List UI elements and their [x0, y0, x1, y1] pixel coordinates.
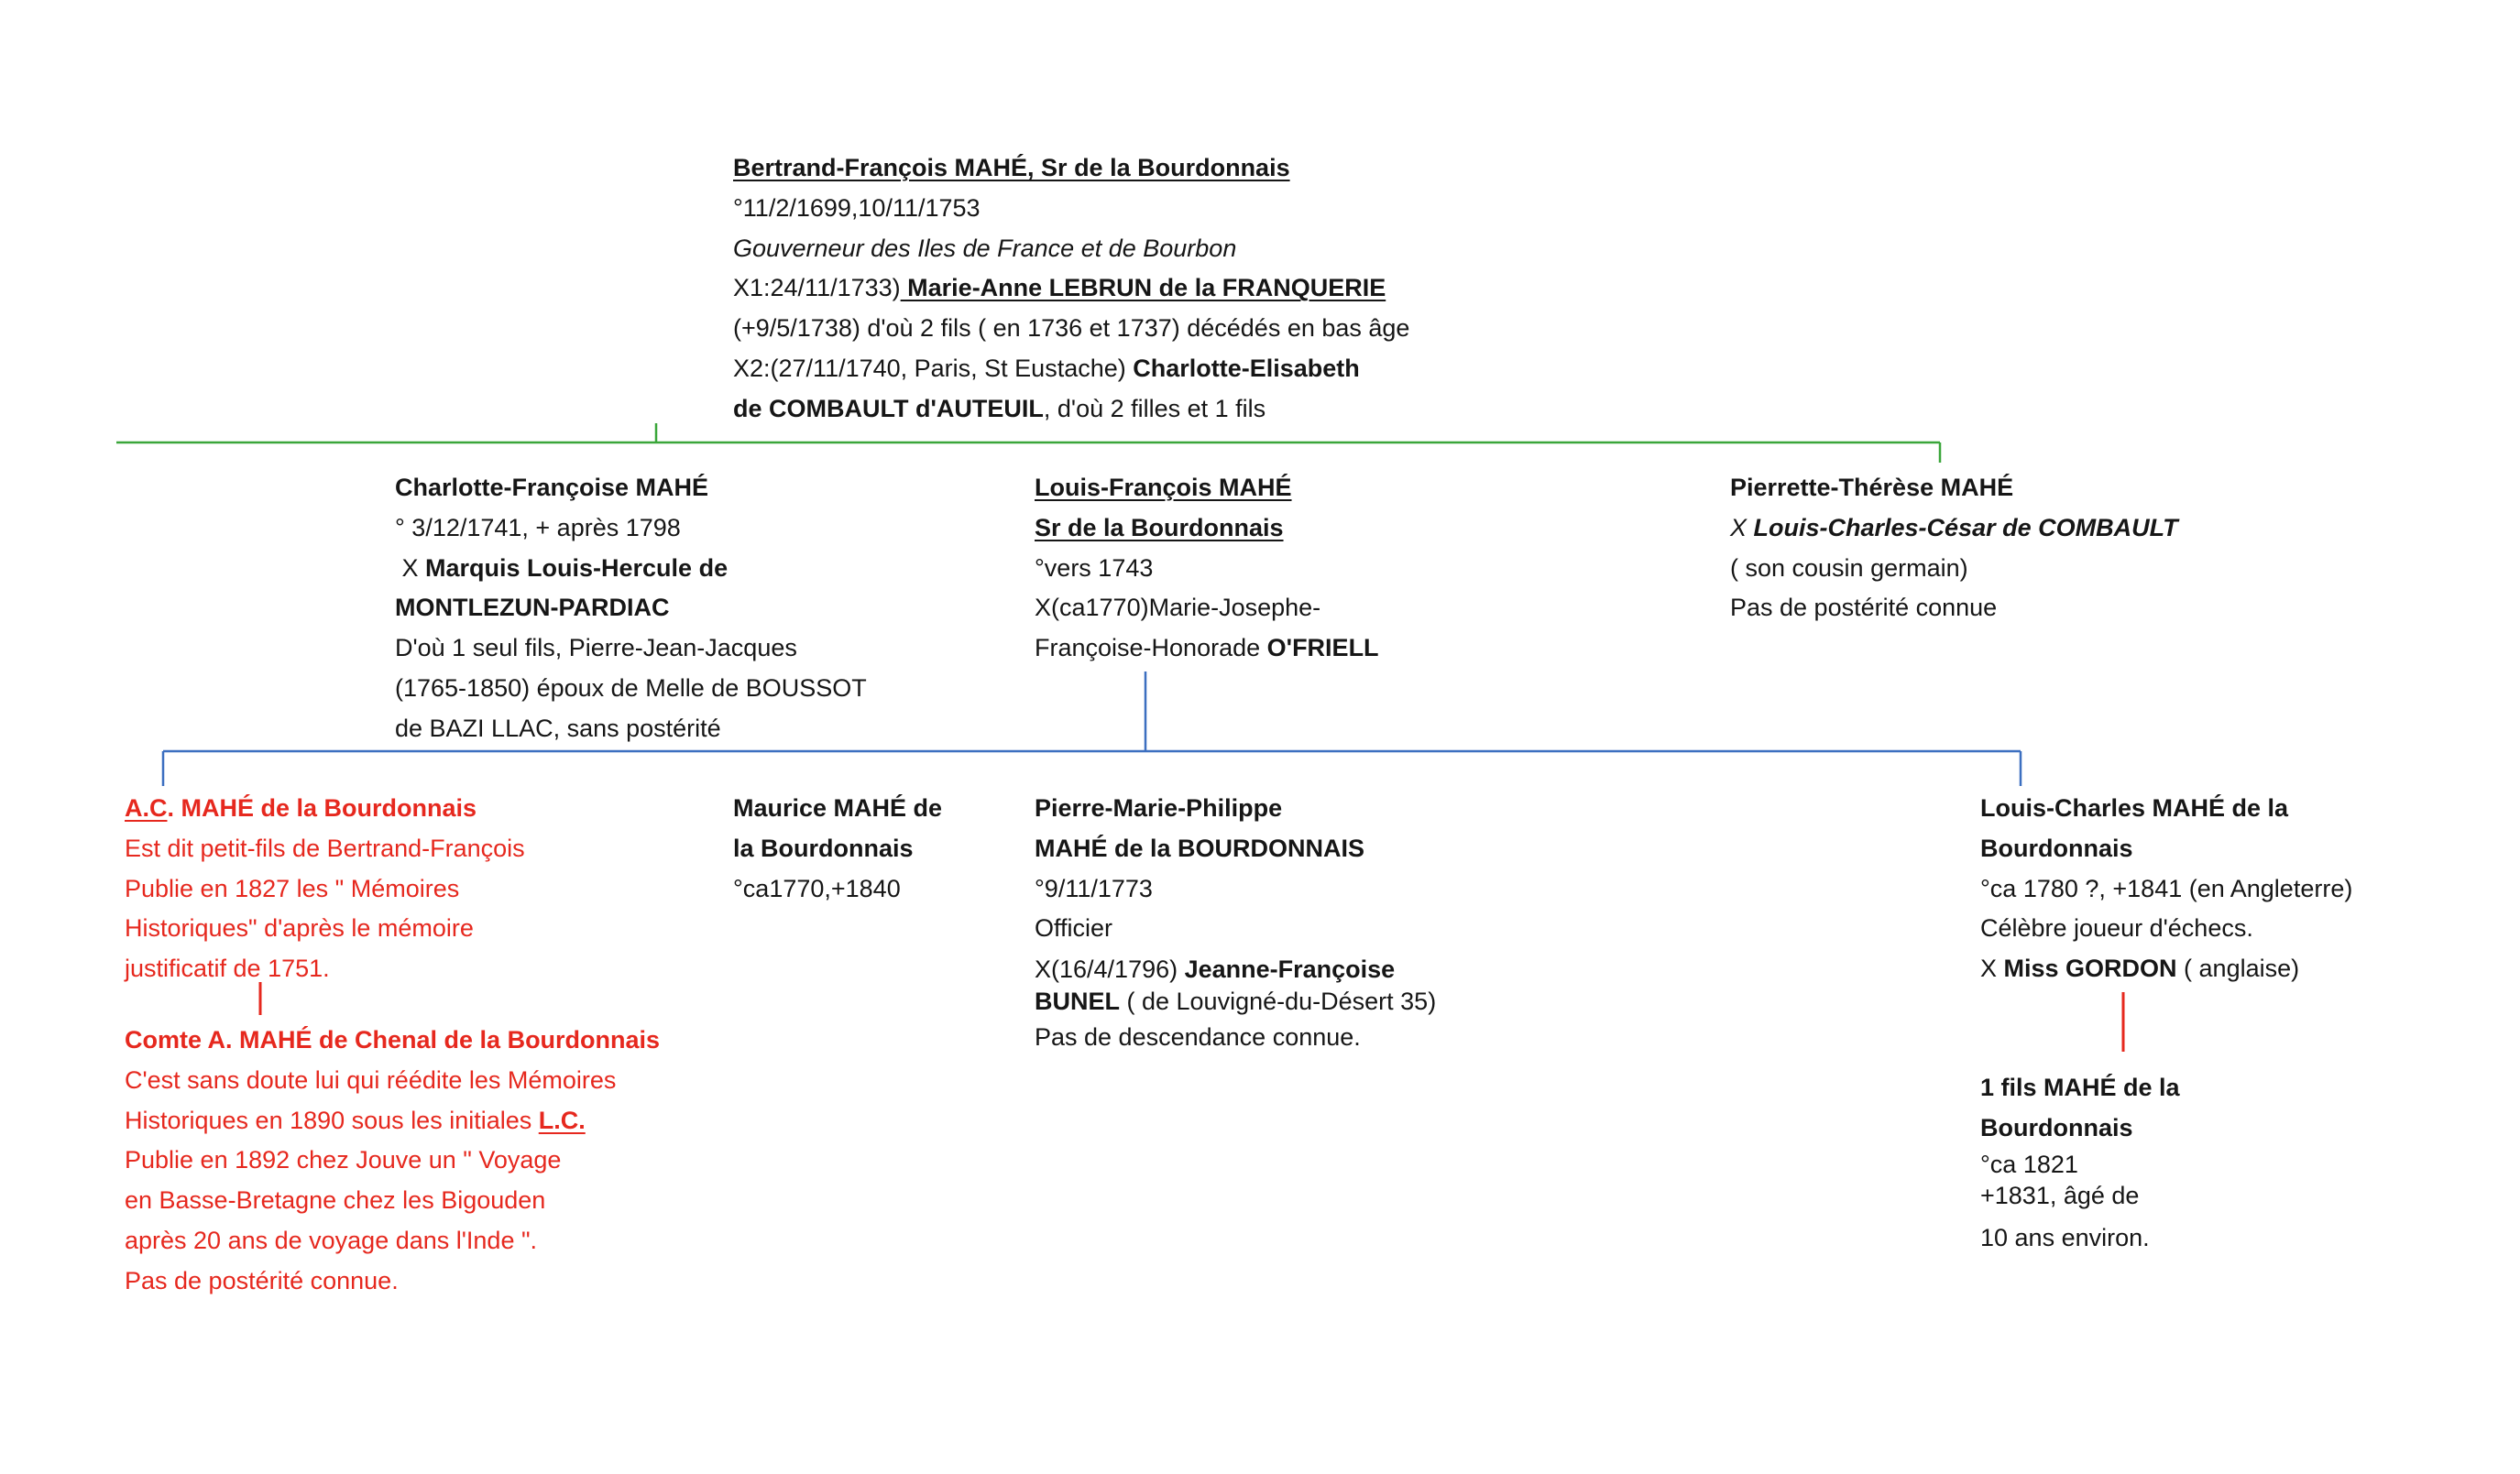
- comte-line-4: en Basse-Bretagne chez les Bigouden: [125, 1186, 546, 1215]
- charlotte-spouse-prefix: X: [395, 553, 426, 582]
- root-marriage-2-prefix: X2:(27/11/1740, Paris, St Eustache): [733, 354, 1134, 382]
- pierrette-relation: ( son cousin germain): [1730, 553, 1968, 582]
- root-title: Gouverneur des Iles de France et de Bourbon: [733, 234, 1237, 262]
- louis-charles-marriage: [1980, 949, 2352, 989]
- root-person-bertrand-francois: [733, 148, 1409, 430]
- comte-initials: L.C.: [538, 1106, 586, 1134]
- louis-charles-spouse: Miss GORDON: [2003, 955, 2177, 983]
- ac-initials: A.C: [125, 794, 168, 822]
- pierre-marie-marriage-prefix: X(16/4/1796): [1035, 955, 1185, 984]
- pierrette-note: Pas de postérité connue: [1730, 594, 1998, 622]
- pierrette-spouse-prefix: X: [1730, 513, 1754, 541]
- person-louis-francois: [1035, 468, 1379, 669]
- comte-line-2-text: Historiques en 1890 sous les initiales: [125, 1106, 539, 1134]
- person-louis-charles: [1980, 789, 2352, 989]
- person-ac-mahe: [125, 789, 525, 989]
- charlotte-spouse: [395, 549, 867, 589]
- root-marriage-2: [733, 349, 1409, 389]
- louis-francois-marriage-b: [1035, 628, 1379, 669]
- root-name: Bertrand-François MAHÉ, Sr de la Bourdonnais: [733, 154, 1290, 181]
- pierre-marie-dates: °9/11/1773: [1035, 874, 1153, 902]
- louis-charles-name-2: Bourdonnais: [1980, 834, 2133, 862]
- charlotte-spouse-b: MONTLEZUN-PARDIAC: [395, 594, 670, 622]
- pierre-marie-name-1: Pierre-Marie-Philippe: [1035, 794, 1283, 822]
- root-marriage-1-note: (+9/5/1738) d'où 2 fils ( en 1736 et 1737) décédés en bas âge: [733, 314, 1410, 343]
- ac-line-1: Est dit petit-fils de Bertrand-François: [125, 834, 525, 862]
- root-marriage-1-spouse: Marie-Anne LEBRUN de la FRANQUERIE: [900, 274, 1386, 302]
- root-marriage-2-children: , d'où 2 filles et 1 fils: [1043, 394, 1266, 422]
- person-pierrette-therese: [1730, 468, 2178, 628]
- root-marriage-2-cont: [733, 389, 1409, 430]
- pierre-marie-marriage: [1035, 954, 1436, 986]
- root-marriage-1: [733, 268, 1409, 309]
- louis-charles-spouse-note: ( anglaise): [2176, 955, 2300, 983]
- pierrette-name: Pierrette-Thérèse MAHÉ: [1730, 474, 2014, 501]
- maurice-dates: °ca1770,+1840: [733, 874, 901, 902]
- charlotte-note-1: D'où 1 seul fils, Pierre-Jean-Jacques: [395, 634, 797, 662]
- pierre-marie-spouse-a: Jeanne-Françoise: [1184, 955, 1396, 984]
- charlotte-note-2: (1765-1850) époux de Melle de BOUSSOT: [395, 673, 867, 702]
- louis-francois-marriage-a: X(ca1770)Marie-Josephe-: [1035, 594, 1321, 622]
- louis-francois-name-2: Sr de la Bourdonnais: [1035, 513, 1284, 541]
- person-pierre-marie-philippe: [1035, 789, 1436, 1058]
- ac-line-3: Historiques" d'après le mémoire: [125, 914, 474, 943]
- louis-charles-note: Célèbre joueur d'échecs.: [1980, 914, 2253, 943]
- son-birth: °ca 1821: [1980, 1150, 2078, 1178]
- root-marriage-1-prefix: X1:24/11/1733): [733, 274, 901, 302]
- charlotte-spouse-a: Marquis Louis-Hercule de: [425, 553, 729, 582]
- louis-francois-name-1: Louis-François MAHÉ: [1035, 474, 1292, 501]
- pierre-marie-spouse-line: [1035, 986, 1436, 1018]
- son-death: +1831, âgé de: [1980, 1181, 2140, 1209]
- pierre-marie-spouse-b: BUNEL: [1035, 988, 1120, 1016]
- comte-line-3: Publie en 1892 chez Jouve un " Voyage: [125, 1146, 562, 1174]
- louis-charles-marriage-prefix: X: [1980, 955, 2004, 983]
- pierre-marie-spouse-origin: ( de Louvigné-du-Désert 35): [1120, 988, 1437, 1016]
- comte-line-2: [125, 1101, 660, 1141]
- ac-surname: . MAHÉ de la Bourdonnais: [167, 794, 477, 822]
- comte-line-5: après 20 ans de voyage dans l'Inde ".: [125, 1226, 538, 1254]
- louis-francois-dates: °vers 1743: [1035, 553, 1154, 582]
- pierre-marie-occupation: Officier: [1035, 914, 1113, 943]
- ac-line-2: Publie en 1827 les " Mémoires: [125, 874, 460, 902]
- maurice-name-2: la Bourdonnais: [733, 834, 914, 862]
- louis-charles-dates: °ca 1780 ?, +1841 (en Angleterre): [1980, 874, 2353, 902]
- son-age: 10 ans environ.: [1980, 1223, 2150, 1251]
- charlotte-name: Charlotte-Françoise MAHÉ: [395, 474, 709, 501]
- root-dates: °11/2/1699,10/11/1753: [733, 193, 981, 222]
- ac-name: [125, 789, 525, 829]
- comte-name: Comte A. MAHÉ de Chenal de la Bourdonnais: [125, 1026, 661, 1054]
- charlotte-dates: ° 3/12/1741, + après 1798: [395, 513, 681, 541]
- root-marriage-2-spouse-a: Charlotte-Elisabeth: [1133, 354, 1360, 382]
- son-name-2: Bourdonnais: [1980, 1113, 2133, 1141]
- comte-line-6: Pas de postérité connue.: [125, 1266, 399, 1294]
- pierrette-spouse: [1730, 508, 2178, 549]
- maurice-name-1: Maurice MAHÉ de: [733, 794, 943, 822]
- comte-line-1: C'est sans doute lui qui réédite les Mémoires: [125, 1065, 617, 1094]
- son-name-1: 1 fils MAHÉ de la: [1980, 1074, 2180, 1101]
- pierre-marie-name-2: MAHÉ de la BOURDONNAIS: [1035, 834, 1365, 862]
- person-comte-a-mahe: [125, 1021, 660, 1302]
- pierrette-spouse-name: Louis-Charles-César de COMBAULT: [1753, 513, 2178, 541]
- ac-line-4: justificatif de 1751.: [125, 955, 330, 983]
- louis-charles-name-1: Louis-Charles MAHÉ de la: [1980, 794, 2289, 822]
- person-maurice: [733, 789, 942, 909]
- pierre-marie-note: Pas de descendance connue.: [1035, 1023, 1361, 1052]
- louis-francois-marriage-b-text: Françoise-Honorade: [1035, 634, 1267, 662]
- person-charlotte-francoise: [395, 468, 867, 749]
- root-marriage-2-spouse-b: de COMBAULT d'AUTEUIL: [733, 394, 1044, 422]
- louis-francois-spouse-surname: O'FRIELL: [1266, 634, 1379, 662]
- charlotte-note-3: de BAZI LLAC, sans postérité: [395, 714, 721, 742]
- person-son-of-louis-charles: [1980, 1068, 2180, 1258]
